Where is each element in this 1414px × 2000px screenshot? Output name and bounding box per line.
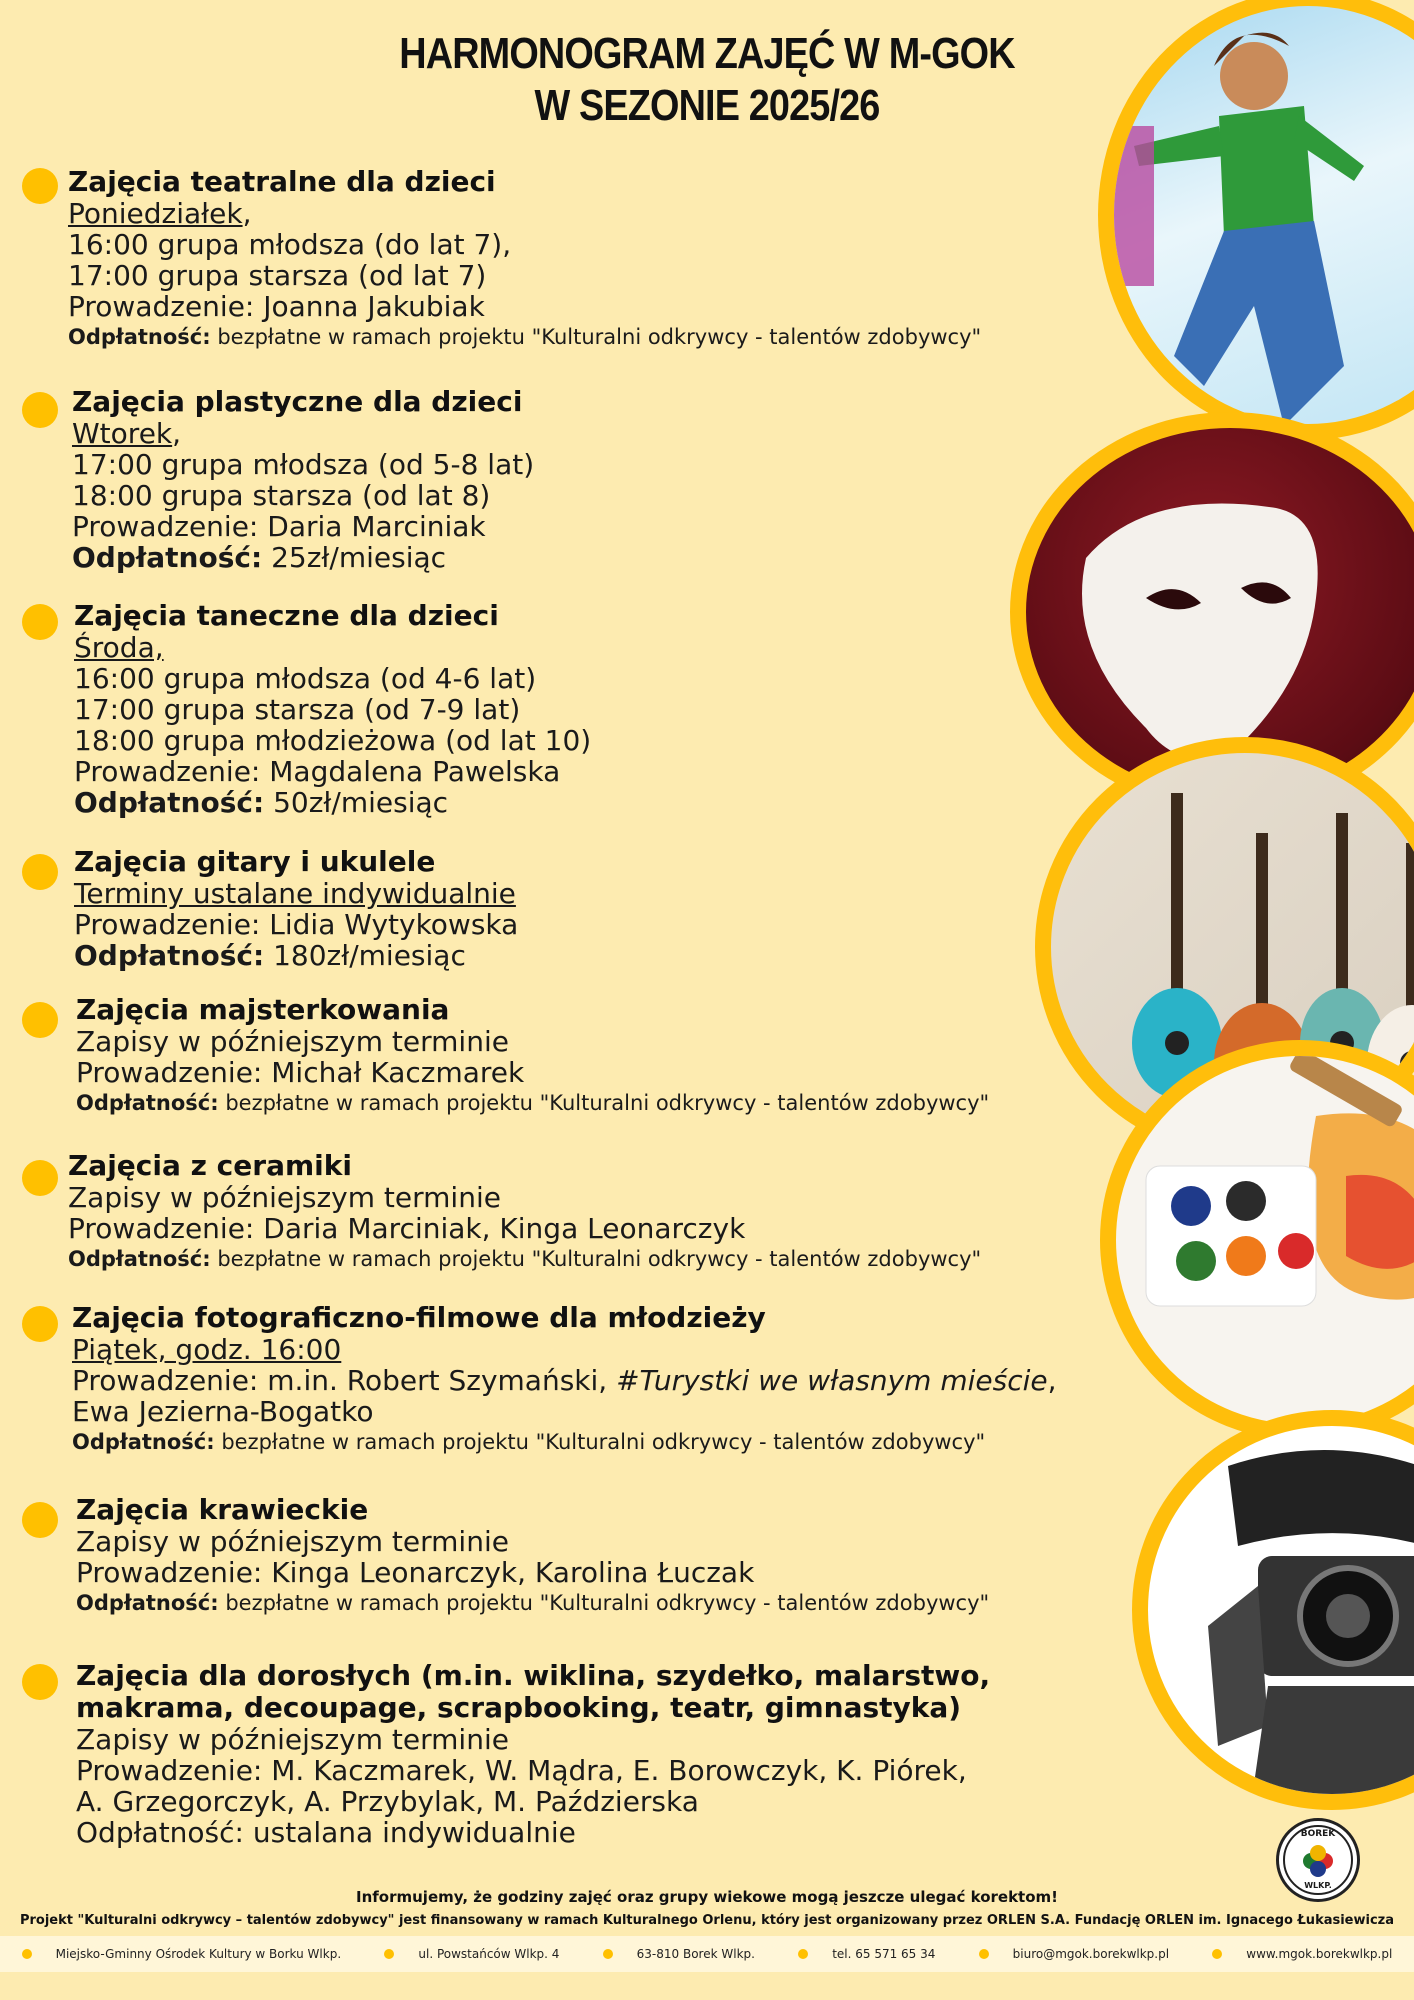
class-gitary — [74, 846, 518, 971]
class-dorosli — [76, 1660, 990, 1848]
class-name: Zajęcia plastyczne dla dzieci — [72, 385, 523, 418]
class-taneczne — [74, 600, 591, 818]
title-line-2: W SEZONIE 2025/26 — [534, 81, 880, 130]
class-name: Zajęcia krawieckie — [76, 1493, 369, 1526]
bullet-teatralne — [22, 168, 58, 204]
bullet-foto — [22, 1306, 58, 1342]
class-lead: Prowadzenie: m.in. Robert Szymański, #Turystki we własnym mieście, — [72, 1364, 1057, 1397]
class-name: Zajęcia gitary i ukulele — [74, 845, 436, 878]
class-name: Zajęcia majsterkowania — [76, 993, 450, 1026]
class-fee: Odpłatność: ustalana indywidualnie — [76, 1816, 576, 1849]
class-krawieckie — [76, 1494, 989, 1618]
class-lead-2: A. Grzegorczyk, A. Przybylak, M. Paździerska — [76, 1785, 699, 1818]
class-lead: Prowadzenie: Magdalena Pawelska — [74, 755, 561, 788]
class-name: Zajęcia fotograficzno-filmowe dla młodzieży — [72, 1301, 766, 1334]
class-name-2: makrama, decoupage, scrapbooking, teatr, gimnastyka) — [76, 1691, 962, 1724]
class-foto — [72, 1302, 1057, 1457]
class-time-1: 17:00 grupa młodsza (od 5-8 lat) — [72, 448, 535, 481]
class-time-1: 16:00 grupa młodsza (do lat 7), — [68, 228, 512, 261]
bullet-dot-icon — [979, 1949, 989, 1959]
class-name: Zajęcia teatralne dla dzieci — [68, 165, 496, 198]
bullet-gitary — [22, 854, 58, 890]
logo-text-bottom: WLKP. — [1304, 1881, 1332, 1890]
photographer-illustration — [1148, 1426, 1414, 1810]
guitar-blue — [1132, 793, 1222, 1098]
class-day: Poniedziałek — [68, 197, 243, 230]
class-lead: Prowadzenie: Joanna Jakubiak — [68, 290, 485, 323]
contact-street: ul. Powstańców Wlkp. 4 — [384, 1947, 559, 1961]
class-teatralne: Zajęcia teatralne dla dzieci Poniedziałek, 16:00 grupa młodsza (do lat 7), 17:00 grupa starsza (od lat 7) Prowadzenie: Joanna Jakubiak Odpłatność: bezpłatne w ramach projektu "Kulturalni odkrywcy - talentów zdobywcy" — [68, 166, 981, 352]
photo-photographer — [1132, 1410, 1414, 1810]
class-majsterkowanie — [76, 994, 989, 1118]
class-day: Zapisy w późniejszym terminie — [76, 1525, 509, 1558]
class-day: Wtorek — [72, 417, 173, 450]
class-lead-1: Prowadzenie: M. Kaczmarek, W. Mądra, E. Borowczyk, K. Piórek, — [76, 1754, 967, 1787]
class-plastyczne: Zajęcia plastyczne dla dzieci Wtorek, 17:00 grupa młodsza (od 5-8 lat) 18:00 grupa starsza (od lat 8) Prowadzenie: Daria Marciniak Odpłatność: 25zł/miesiąc — [72, 385, 535, 574]
class-fee: Odpłatność: 180zł/miesiąc — [74, 939, 466, 972]
class-time-3: 18:00 grupa młodzieżowa (od lat 10) — [74, 724, 592, 757]
contact-email[interactable]: biuro@mgok.borekwlkp.pl — [979, 1947, 1169, 1961]
class-day: Środa, — [74, 631, 164, 664]
bullet-dot-icon — [384, 1949, 394, 1959]
bullet-dot-icon — [798, 1949, 808, 1959]
class-day: Piątek, godz. 16:00 — [72, 1333, 342, 1366]
class-day: Zapisy w późniejszym terminie — [68, 1181, 501, 1214]
class-fee: Odpłatność: bezpłatne w ramach projektu "Kulturalni odkrywcy - talentów zdobywcy" — [68, 1247, 982, 1271]
class-lead: Prowadzenie: Michał Kaczmarek — [76, 1056, 525, 1089]
contact-postal: 63-810 Borek Wlkp. — [603, 1947, 755, 1961]
class-name: Zajęcia z ceramiki — [68, 1149, 352, 1182]
bullet-taneczne — [22, 604, 58, 640]
class-time-2: 17:00 grupa starsza (od lat 7) — [68, 259, 487, 292]
class-lead: Prowadzenie: Kinga Leonarczyk, Karolina Łuczak — [76, 1556, 755, 1589]
bullet-dot-icon — [1212, 1949, 1222, 1959]
schedule-warning: Informujemy, że godziny zajęć oraz grupy wiekowe mogą jeszcze ulegać korektom! — [356, 1888, 1058, 1906]
contact-bar — [0, 1936, 1414, 1972]
class-time-2: 17:00 grupa starsza (od 7-9 lat) — [74, 693, 521, 726]
class-lead-2: Ewa Jezierna-Bogatko — [72, 1395, 374, 1428]
class-fee: Odpłatność: 25zł/miesiąc — [72, 541, 447, 574]
paints-illustration — [1116, 1056, 1414, 1440]
bullet-krawieckie — [22, 1502, 58, 1538]
logo-text-top: BOREK — [1300, 1829, 1336, 1839]
bullet-ceramika — [22, 1160, 58, 1196]
class-day: Zapisy w późniejszym terminie — [76, 1025, 509, 1058]
class-lead: Prowadzenie: Daria Marciniak, Kinga Leonarczyk — [68, 1212, 746, 1245]
bullet-plastyczne — [22, 392, 58, 428]
bullet-dot-icon — [603, 1949, 613, 1959]
class-fee: Odpłatność: bezpłatne w ramach projektu "Kulturalni odkrywcy - talentów zdobywcy" — [72, 1430, 986, 1454]
class-fee: Odpłatność: bezpłatne w ramach projektu "Kulturalni odkrywcy - talentów zdobywcy" — [76, 1091, 990, 1115]
class-fee: Odpłatność: 50zł/miesiąc — [74, 786, 449, 819]
dancing-child-illustration — [1114, 6, 1414, 440]
title-line-1: HARMONOGRAM ZAJĘĆ W M-GOK — [399, 29, 1015, 78]
class-time-2: 18:00 grupa starsza (od lat 8) — [72, 479, 491, 512]
class-lead: Prowadzenie: Lidia Wytykowska — [74, 908, 519, 941]
class-day: Terminy ustalane indywidualnie — [74, 877, 516, 910]
class-fee: Odpłatność: bezpłatne w ramach projektu "Kulturalni odkrywcy - talentów zdobywcy" — [76, 1591, 990, 1615]
class-lead: Prowadzenie: Daria Marciniak — [72, 510, 486, 543]
class-name-1: Zajęcia dla dorosłych (m.in. wiklina, szydełko, malarstwo, — [76, 1659, 991, 1692]
class-ceramika — [68, 1150, 981, 1274]
contact-phone: tel. 65 571 65 34 — [798, 1947, 935, 1961]
bullet-dot-icon — [22, 1949, 32, 1959]
class-name: Zajęcia taneczne dla dzieci — [74, 599, 499, 632]
contact-org: Miejsko-Gminny Ośrodek Kultury w Borku Wlkp. — [22, 1947, 342, 1961]
class-fee: Odpłatność: bezpłatne w ramach projektu "Kulturalni odkrywcy - talentów zdobywcy" — [68, 325, 982, 349]
contact-website[interactable]: www.mgok.borekwlkp.pl — [1212, 1947, 1392, 1961]
class-time-1: 16:00 grupa młodsza (od 4-6 lat) — [74, 662, 537, 695]
bullet-dorosli — [22, 1664, 58, 1700]
bullet-majsterkowanie — [22, 1002, 58, 1038]
project-funding-note: Projekt "Kulturalni odkrywcy – talentów zdobywcy" jest finansowany w ramach Kulturalnego Orlenu, który jest organizowany przez ORLEN S.A. Fundację ORLEN im. Ignacego Łukasiewicza — [19, 1913, 1395, 1928]
class-day: Zapisy w późniejszym terminie — [76, 1723, 509, 1756]
